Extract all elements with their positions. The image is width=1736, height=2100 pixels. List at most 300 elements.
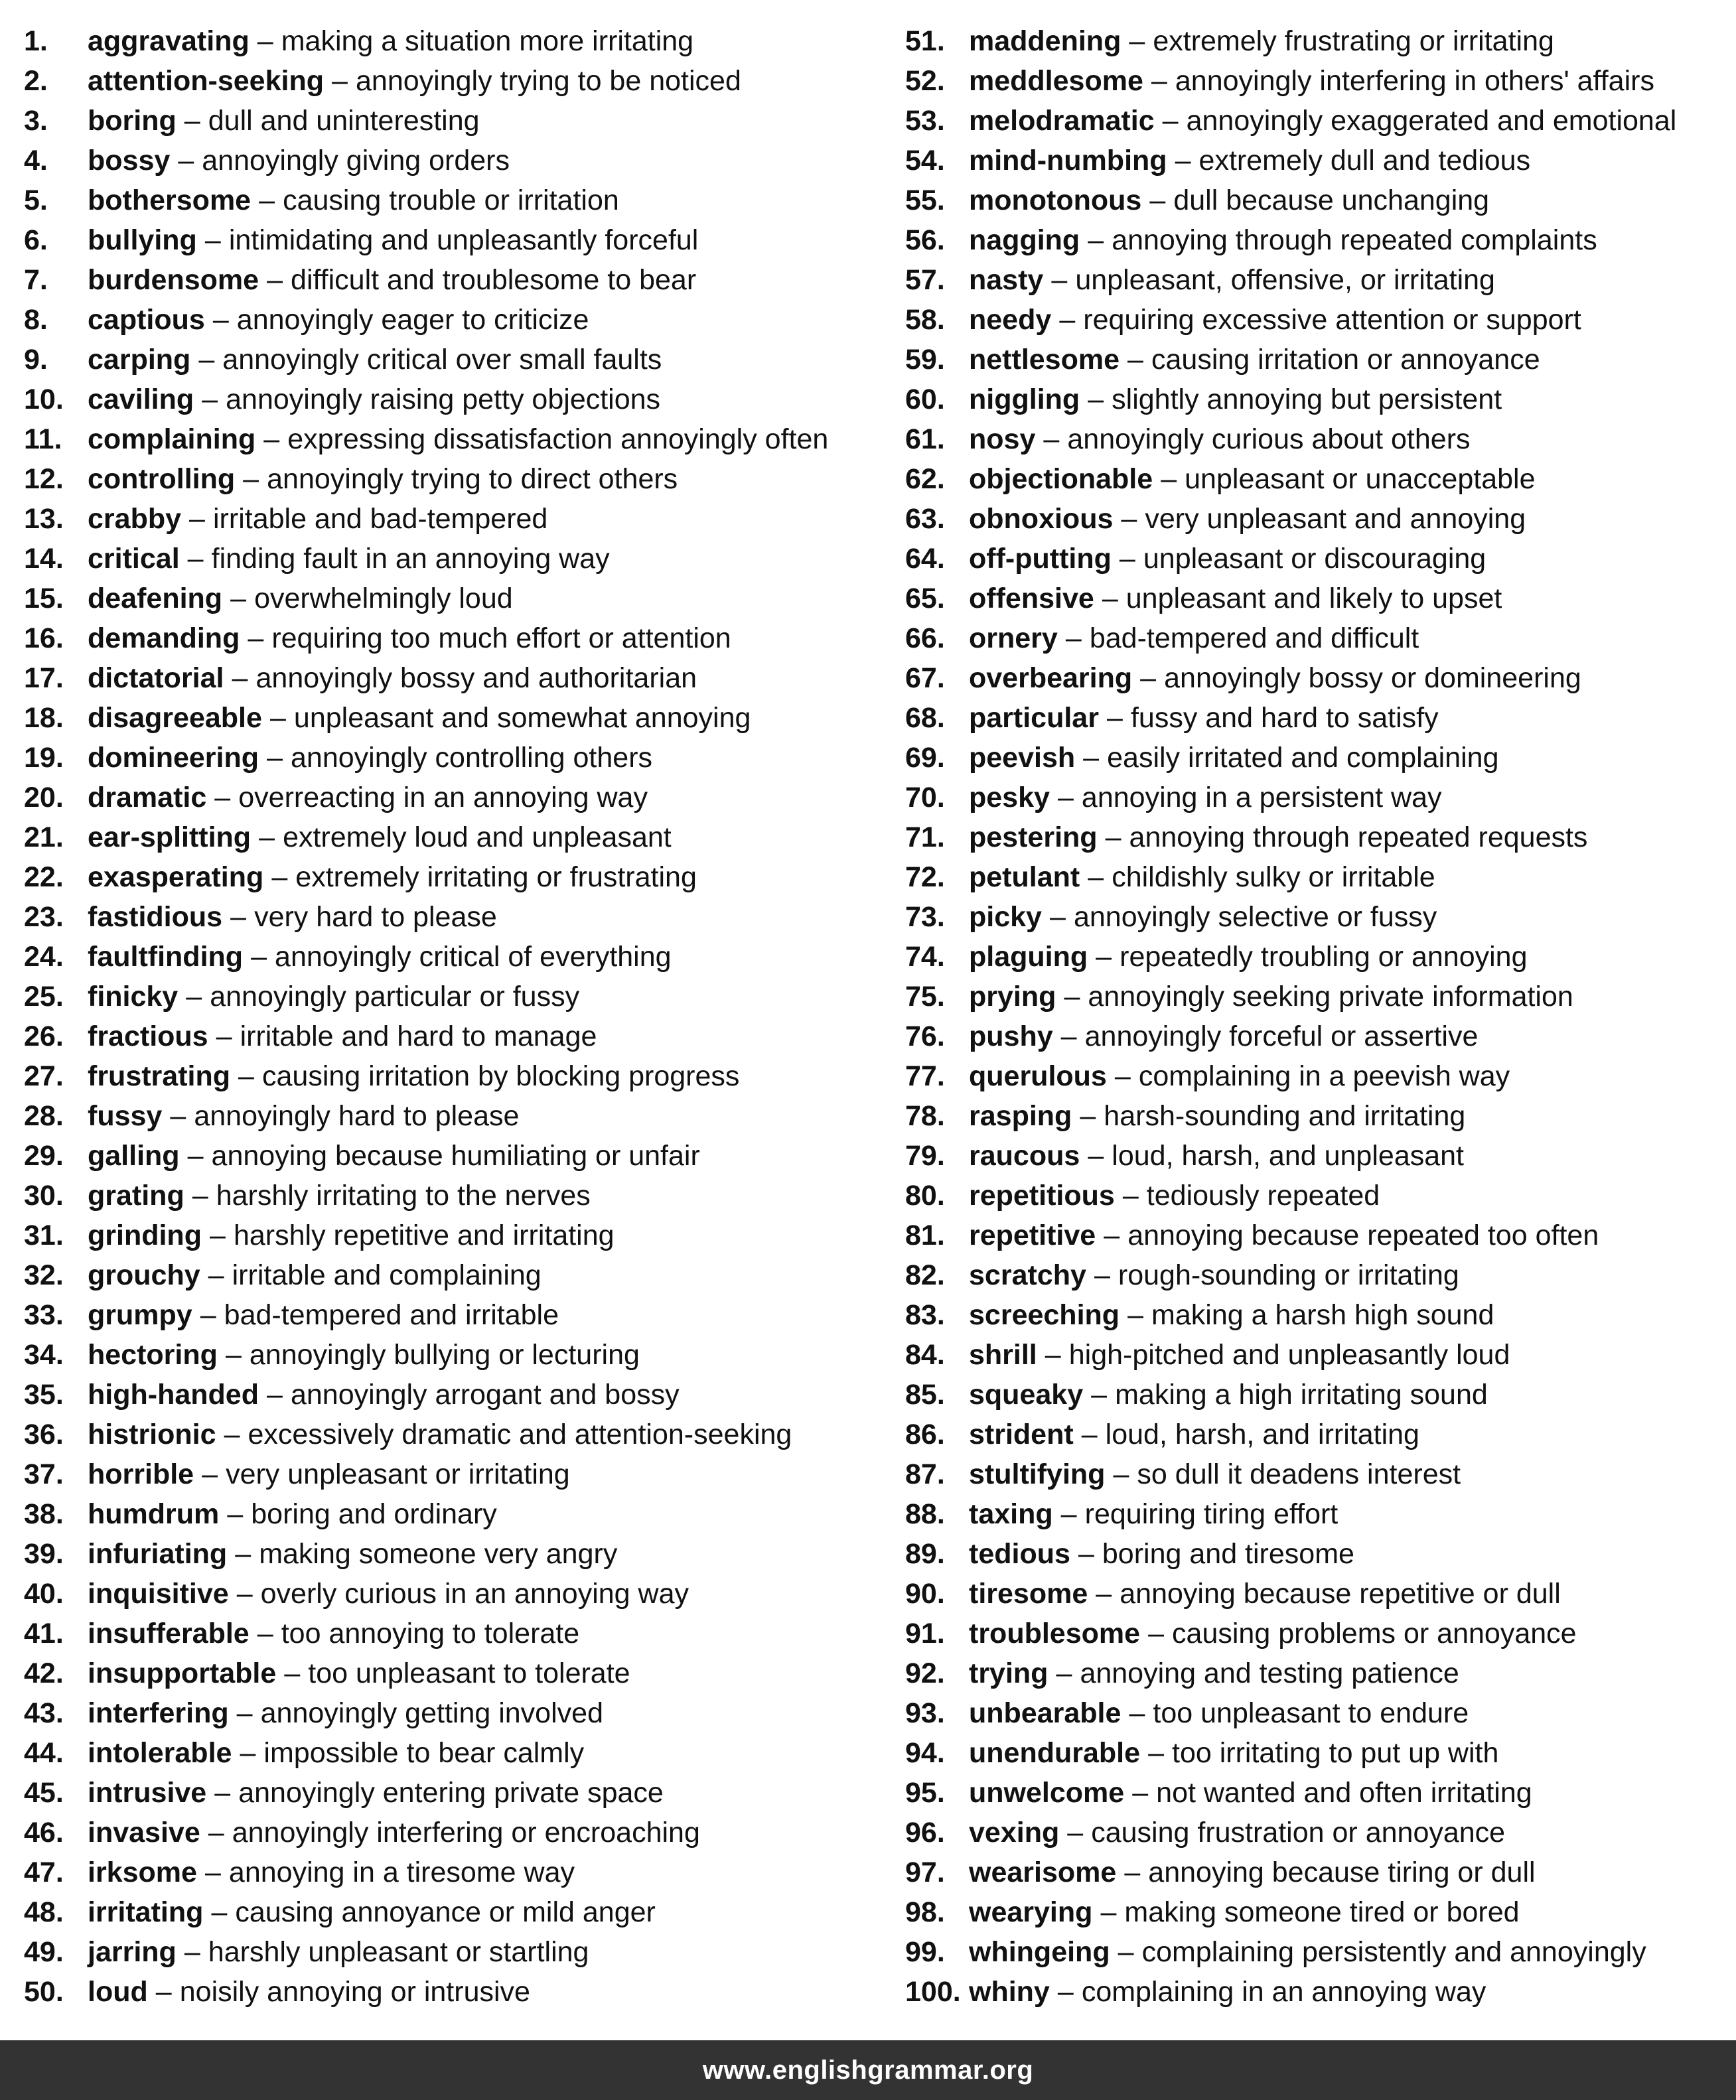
list-item — [24, 897, 828, 937]
item-definition: too irritating to put up with — [1172, 1737, 1499, 1769]
item-separator: – — [184, 105, 200, 137]
item-word: fussy — [88, 1100, 163, 1132]
item-definition: irritable and hard to manage — [240, 1020, 597, 1052]
list-item — [905, 857, 1676, 897]
list-item — [24, 300, 828, 340]
item-word: overbearing — [969, 662, 1133, 694]
item-definition: annoying because repeated too often — [1127, 1220, 1599, 1251]
item-definition: complaining in a peevish way — [1138, 1060, 1510, 1092]
item-separator: – — [257, 25, 273, 57]
item-number: 22. — [24, 861, 64, 893]
list-item — [24, 1972, 828, 2012]
item-number: 21. — [24, 821, 64, 853]
item-separator: – — [1140, 662, 1157, 694]
list-item — [905, 937, 1676, 977]
item-word: jarring — [88, 1936, 177, 1968]
item-definition: annoyingly arrogant and bossy — [290, 1379, 680, 1411]
list-item — [24, 1614, 828, 1653]
item-separator: – — [1161, 463, 1177, 495]
item-number: 95. — [905, 1777, 945, 1809]
item-definition: annoyingly selective or fussy — [1073, 901, 1437, 933]
item-separator: – — [269, 702, 286, 734]
item-definition: overreacting in an annoying way — [238, 782, 648, 813]
item-separator: – — [216, 1020, 232, 1052]
item-separator: – — [1088, 1140, 1104, 1172]
item-word: nosy — [969, 423, 1036, 455]
list-item — [905, 1176, 1676, 1216]
list-item — [24, 1295, 828, 1335]
item-separator: – — [1064, 981, 1080, 1013]
item-number: 64. — [905, 543, 945, 575]
item-definition: repeatedly troubling or annoying — [1120, 941, 1528, 973]
item-separator: – — [187, 1140, 204, 1172]
list-item — [905, 1335, 1676, 1375]
item-separator: – — [271, 861, 288, 893]
item-number: 60. — [905, 384, 945, 415]
list-item — [24, 1494, 828, 1534]
item-definition: requiring tiring effort — [1084, 1498, 1338, 1530]
item-definition: annoyingly giving orders — [202, 145, 510, 176]
list-item — [24, 220, 828, 260]
list-item — [24, 1892, 828, 1932]
item-word: plaguing — [969, 941, 1088, 973]
item-word: unbearable — [969, 1697, 1121, 1729]
item-number: 45. — [24, 1777, 64, 1809]
item-definition: very hard to please — [254, 901, 497, 933]
item-word: screeching — [969, 1299, 1120, 1331]
item-definition: very unpleasant and annoying — [1145, 503, 1526, 535]
item-word: crabby — [88, 503, 182, 535]
item-separator: – — [236, 1697, 253, 1729]
item-separator: – — [208, 1817, 224, 1849]
item-word: exasperating — [88, 861, 264, 893]
list-item — [905, 1216, 1676, 1255]
list-item — [24, 1056, 828, 1096]
left-column — [24, 21, 828, 2012]
list-item — [24, 1534, 828, 1574]
item-number: 40. — [24, 1578, 64, 1610]
item-number: 49. — [24, 1936, 64, 1968]
item-separator: – — [1105, 821, 1121, 853]
item-word: infuriating — [88, 1538, 228, 1570]
item-definition: intimidating and unpleasantly forceful — [228, 224, 699, 256]
list-item — [24, 141, 828, 180]
list-item — [24, 658, 828, 698]
item-word: insupportable — [88, 1657, 277, 1689]
item-word: tedious — [969, 1538, 1070, 1570]
right-column — [905, 21, 1676, 2012]
item-separator: – — [1102, 583, 1118, 614]
item-definition: very unpleasant or irritating — [226, 1458, 570, 1490]
item-definition: irritable and complaining — [232, 1259, 542, 1291]
list-item — [905, 1653, 1676, 1693]
item-number: 17. — [24, 662, 64, 694]
item-number: 63. — [905, 503, 945, 535]
item-definition: high-pitched and unpleasantly loud — [1068, 1339, 1510, 1371]
list-item — [905, 778, 1676, 817]
item-definition: causing problems or annoyance — [1172, 1618, 1577, 1649]
item-number: 93. — [905, 1697, 945, 1729]
item-word: intrusive — [88, 1777, 207, 1809]
item-number: 6. — [24, 224, 48, 256]
item-definition: annoying and testing patience — [1080, 1657, 1459, 1689]
item-number: 15. — [24, 583, 64, 614]
item-definition: requiring too much effort or attention — [271, 622, 731, 654]
item-separator: – — [1122, 1180, 1139, 1212]
item-word: prying — [969, 981, 1056, 1013]
list-item — [905, 300, 1676, 340]
list-item — [905, 698, 1676, 738]
item-separator: – — [238, 1060, 254, 1092]
item-definition: unpleasant and likely to upset — [1125, 583, 1502, 614]
item-separator: – — [267, 1379, 283, 1411]
item-definition: so dull it deadens interest — [1137, 1458, 1461, 1490]
item-separator: – — [267, 264, 283, 296]
list-item — [905, 1415, 1676, 1454]
list-item — [24, 1016, 828, 1056]
item-separator: – — [1124, 1856, 1141, 1888]
item-number: 10. — [24, 384, 64, 415]
item-word: controlling — [88, 463, 236, 495]
item-word: disagreeable — [88, 702, 262, 734]
item-separator: – — [1057, 782, 1074, 813]
item-word: faultfinding — [88, 941, 244, 973]
item-definition: overwhelmingly loud — [254, 583, 513, 614]
item-definition: dull and uninteresting — [208, 105, 480, 137]
item-word: tiresome — [969, 1578, 1088, 1610]
item-word: maddening — [969, 25, 1121, 57]
list-item — [24, 698, 828, 738]
list-item — [905, 1096, 1676, 1136]
list-item — [905, 61, 1676, 101]
item-separator: – — [1091, 1379, 1108, 1411]
item-definition: harshly unpleasant or startling — [208, 1936, 589, 1968]
item-number: 88. — [905, 1498, 945, 1530]
item-word: captious — [88, 304, 205, 336]
item-number: 91. — [905, 1618, 945, 1649]
list-item — [24, 1216, 828, 1255]
item-number: 24. — [24, 941, 64, 973]
item-separator: – — [1078, 1538, 1094, 1570]
item-number: 19. — [24, 742, 64, 774]
item-word: pesky — [969, 782, 1050, 813]
item-separator: – — [1121, 503, 1137, 535]
item-word: unwelcome — [969, 1777, 1125, 1809]
list-item — [905, 220, 1676, 260]
list-item — [24, 1574, 828, 1614]
item-number: 81. — [905, 1220, 945, 1251]
item-separator: – — [1151, 65, 1167, 97]
list-item — [905, 658, 1676, 698]
list-item — [905, 897, 1676, 937]
item-number: 25. — [24, 981, 64, 1013]
item-number: 99. — [905, 1936, 945, 1968]
list-item — [24, 1096, 828, 1136]
item-separator: – — [1100, 1896, 1117, 1928]
item-number: 27. — [24, 1060, 64, 1092]
item-definition: finding fault in an annoying way — [211, 543, 610, 575]
item-number: 33. — [24, 1299, 64, 1331]
item-number: 82. — [905, 1259, 945, 1291]
item-number: 39. — [24, 1538, 64, 1570]
item-separator: – — [1065, 622, 1082, 654]
item-separator: – — [1148, 1737, 1164, 1769]
item-definition: annoyingly getting involved — [260, 1697, 603, 1729]
item-word: grumpy — [88, 1299, 192, 1331]
item-separator: – — [202, 1458, 218, 1490]
item-number: 42. — [24, 1657, 64, 1689]
item-word: particular — [969, 702, 1099, 734]
list-item — [905, 817, 1676, 857]
item-separator: – — [236, 1578, 253, 1610]
item-word: hectoring — [88, 1339, 218, 1371]
item-separator: – — [202, 384, 218, 415]
list-item — [24, 260, 828, 300]
item-number: 94. — [905, 1737, 945, 1769]
item-separator: – — [224, 1419, 240, 1450]
item-separator: – — [189, 503, 205, 535]
item-separator: – — [1083, 742, 1100, 774]
item-word: monotonous — [969, 184, 1142, 216]
item-separator: – — [259, 821, 275, 853]
item-definition: causing annoyance or mild anger — [235, 1896, 656, 1928]
item-number: 41. — [24, 1618, 64, 1649]
list-item — [24, 1693, 828, 1733]
list-item — [905, 539, 1676, 579]
item-separator: – — [1104, 1220, 1120, 1251]
item-word: dramatic — [88, 782, 207, 813]
item-separator: – — [204, 1856, 221, 1888]
list-item — [24, 340, 828, 380]
item-number: 84. — [905, 1339, 945, 1371]
item-definition: causing irritation by blocking progress — [261, 1060, 740, 1092]
item-number: 90. — [905, 1578, 945, 1610]
item-separator: – — [204, 224, 221, 256]
item-definition: unpleasant or unacceptable — [1185, 463, 1536, 495]
list-item — [24, 61, 828, 101]
item-number: 35. — [24, 1379, 64, 1411]
item-separator: – — [184, 1936, 200, 1968]
item-word: bullying — [88, 224, 197, 256]
item-separator: – — [248, 622, 264, 654]
item-number: 9. — [24, 344, 48, 376]
item-definition: annoyingly particular or fussy — [210, 981, 580, 1013]
item-number: 50. — [24, 1976, 64, 2008]
list-item — [24, 618, 828, 658]
item-word: vexing — [969, 1817, 1060, 1849]
list-item — [24, 21, 828, 61]
list-item — [24, 1653, 828, 1693]
list-item — [905, 1534, 1676, 1574]
list-item — [905, 1813, 1676, 1853]
item-definition: easily irritated and complaining — [1107, 742, 1499, 774]
footer-bar — [0, 2040, 1736, 2100]
item-number: 61. — [905, 423, 945, 455]
item-definition: loud, harsh, and unpleasant — [1112, 1140, 1465, 1172]
footer-site-url[interactable]: www.englishgrammar.org — [702, 2055, 1034, 2085]
item-separator: – — [1088, 861, 1104, 893]
list-item — [24, 459, 828, 499]
item-separator: – — [1114, 1060, 1131, 1092]
item-definition: extremely irritating or frustrating — [295, 861, 697, 893]
list-item — [905, 340, 1676, 380]
item-separator: – — [1059, 304, 1076, 336]
item-definition: making a harsh high sound — [1151, 1299, 1494, 1331]
item-definition: annoyingly curious about others — [1067, 423, 1471, 455]
list-item — [905, 1614, 1676, 1653]
item-separator: – — [198, 344, 215, 376]
item-word: critical — [88, 543, 180, 575]
item-number: 29. — [24, 1140, 64, 1172]
item-number: 59. — [905, 344, 945, 376]
item-number: 1. — [24, 25, 48, 57]
list-item — [24, 1773, 828, 1813]
item-number: 31. — [24, 1220, 64, 1251]
item-number: 14. — [24, 543, 64, 575]
list-item — [24, 977, 828, 1016]
item-word: bossy — [88, 145, 171, 176]
item-separator: – — [170, 1100, 186, 1132]
list-item — [905, 1056, 1676, 1096]
item-number: 3. — [24, 105, 48, 137]
item-number: 86. — [905, 1419, 945, 1450]
item-separator: – — [1132, 1777, 1149, 1809]
item-definition: annoyingly bullying or lecturing — [249, 1339, 640, 1371]
item-number: 2. — [24, 65, 48, 97]
item-word: repetitious — [969, 1180, 1115, 1212]
item-definition: causing trouble or irritation — [283, 184, 619, 216]
item-number: 70. — [905, 782, 945, 813]
list-item — [905, 21, 1676, 61]
item-separator: – — [257, 1618, 273, 1649]
item-number: 54. — [905, 145, 945, 176]
item-separator: – — [1045, 1339, 1061, 1371]
item-definition: too unpleasant to endure — [1153, 1697, 1469, 1729]
item-definition: unpleasant, offensive, or irritating — [1075, 264, 1495, 296]
list-item — [24, 1733, 828, 1773]
item-separator: – — [1118, 1936, 1134, 1968]
list-item — [905, 579, 1676, 618]
list-item — [905, 618, 1676, 658]
item-definition: boring and tiresome — [1102, 1538, 1354, 1570]
item-number: 77. — [905, 1060, 945, 1092]
item-definition: extremely frustrating or irritating — [1153, 25, 1554, 57]
item-word: boring — [88, 105, 177, 137]
item-number: 69. — [905, 742, 945, 774]
item-separator: – — [267, 742, 283, 774]
item-definition: annoyingly raising petty objections — [226, 384, 661, 415]
list-item — [905, 1932, 1676, 1972]
item-definition: annoyingly entering private space — [238, 1777, 664, 1809]
list-item — [24, 1813, 828, 1853]
list-item — [24, 1335, 828, 1375]
item-definition: annoying through repeated complaints — [1112, 224, 1597, 256]
item-number: 18. — [24, 702, 64, 734]
item-word: unendurable — [969, 1737, 1141, 1769]
item-word: intolerable — [88, 1737, 232, 1769]
list-item — [905, 1892, 1676, 1932]
item-number: 98. — [905, 1896, 945, 1928]
list-item — [24, 1853, 828, 1892]
item-definition: annoyingly bossy and authoritarian — [255, 662, 697, 694]
list-item — [24, 1932, 828, 1972]
item-definition: harshly irritating to the nerves — [216, 1180, 591, 1212]
item-number: 8. — [24, 304, 48, 336]
item-word: shrill — [969, 1339, 1037, 1371]
item-separator: – — [235, 1538, 252, 1570]
item-definition: unpleasant and somewhat annoying — [293, 702, 751, 734]
item-number: 68. — [905, 702, 945, 734]
item-word: finicky — [88, 981, 179, 1013]
item-separator: – — [1162, 105, 1179, 137]
item-definition: unpleasant or discouraging — [1143, 543, 1486, 575]
item-word: picky — [969, 901, 1042, 933]
item-number: 11. — [24, 423, 62, 455]
item-definition: boring and ordinary — [251, 1498, 497, 1530]
item-separator: – — [1094, 1259, 1110, 1291]
item-definition: making a situation more irritating — [281, 25, 694, 57]
item-word: deafening — [88, 583, 223, 614]
item-word: grating — [88, 1180, 184, 1212]
list-item — [905, 1773, 1676, 1813]
item-separator: – — [243, 463, 259, 495]
item-definition: annoying because repetitive or dull — [1120, 1578, 1561, 1610]
list-item — [905, 1375, 1676, 1415]
item-word: raucous — [969, 1140, 1080, 1172]
item-separator: – — [1107, 702, 1123, 734]
list-item — [24, 857, 828, 897]
item-number: 74. — [905, 941, 945, 973]
item-word: whingeing — [969, 1936, 1110, 1968]
item-number: 34. — [24, 1339, 64, 1371]
item-number: 20. — [24, 782, 64, 813]
list-item — [905, 260, 1676, 300]
item-definition: causing frustration or annoyance — [1091, 1817, 1506, 1849]
item-number: 67. — [905, 662, 945, 694]
item-definition: tediously repeated — [1146, 1180, 1380, 1212]
item-separator: – — [1088, 384, 1104, 415]
item-number: 43. — [24, 1697, 64, 1729]
item-number: 55. — [905, 184, 945, 216]
item-separator: – — [1175, 145, 1191, 176]
item-definition: annoyingly interfering in others' affairs — [1175, 65, 1654, 97]
item-number: 85. — [905, 1379, 945, 1411]
item-number: 56. — [905, 224, 945, 256]
item-word: aggravating — [88, 25, 250, 57]
item-word: meddlesome — [969, 65, 1143, 97]
item-separator: – — [211, 1896, 228, 1928]
item-number: 83. — [905, 1299, 945, 1331]
item-word: irksome — [88, 1856, 197, 1888]
item-number: 72. — [905, 861, 945, 893]
list-item — [24, 937, 828, 977]
item-separator: – — [1088, 224, 1104, 256]
item-definition: irritable and bad-tempered — [213, 503, 548, 535]
item-word: pestering — [969, 821, 1098, 853]
list-item — [905, 977, 1676, 1016]
item-definition: making someone tired or bored — [1124, 1896, 1520, 1928]
item-separator: – — [259, 184, 275, 216]
list-item — [24, 1415, 828, 1454]
item-definition: making someone very angry — [259, 1538, 618, 1570]
item-separator: – — [332, 65, 348, 97]
item-number: 37. — [24, 1458, 64, 1490]
item-separator: – — [1127, 344, 1143, 376]
item-separator: – — [284, 1657, 301, 1689]
item-separator: – — [1129, 1697, 1145, 1729]
item-word: needy — [969, 304, 1052, 336]
list-item — [905, 1295, 1676, 1335]
